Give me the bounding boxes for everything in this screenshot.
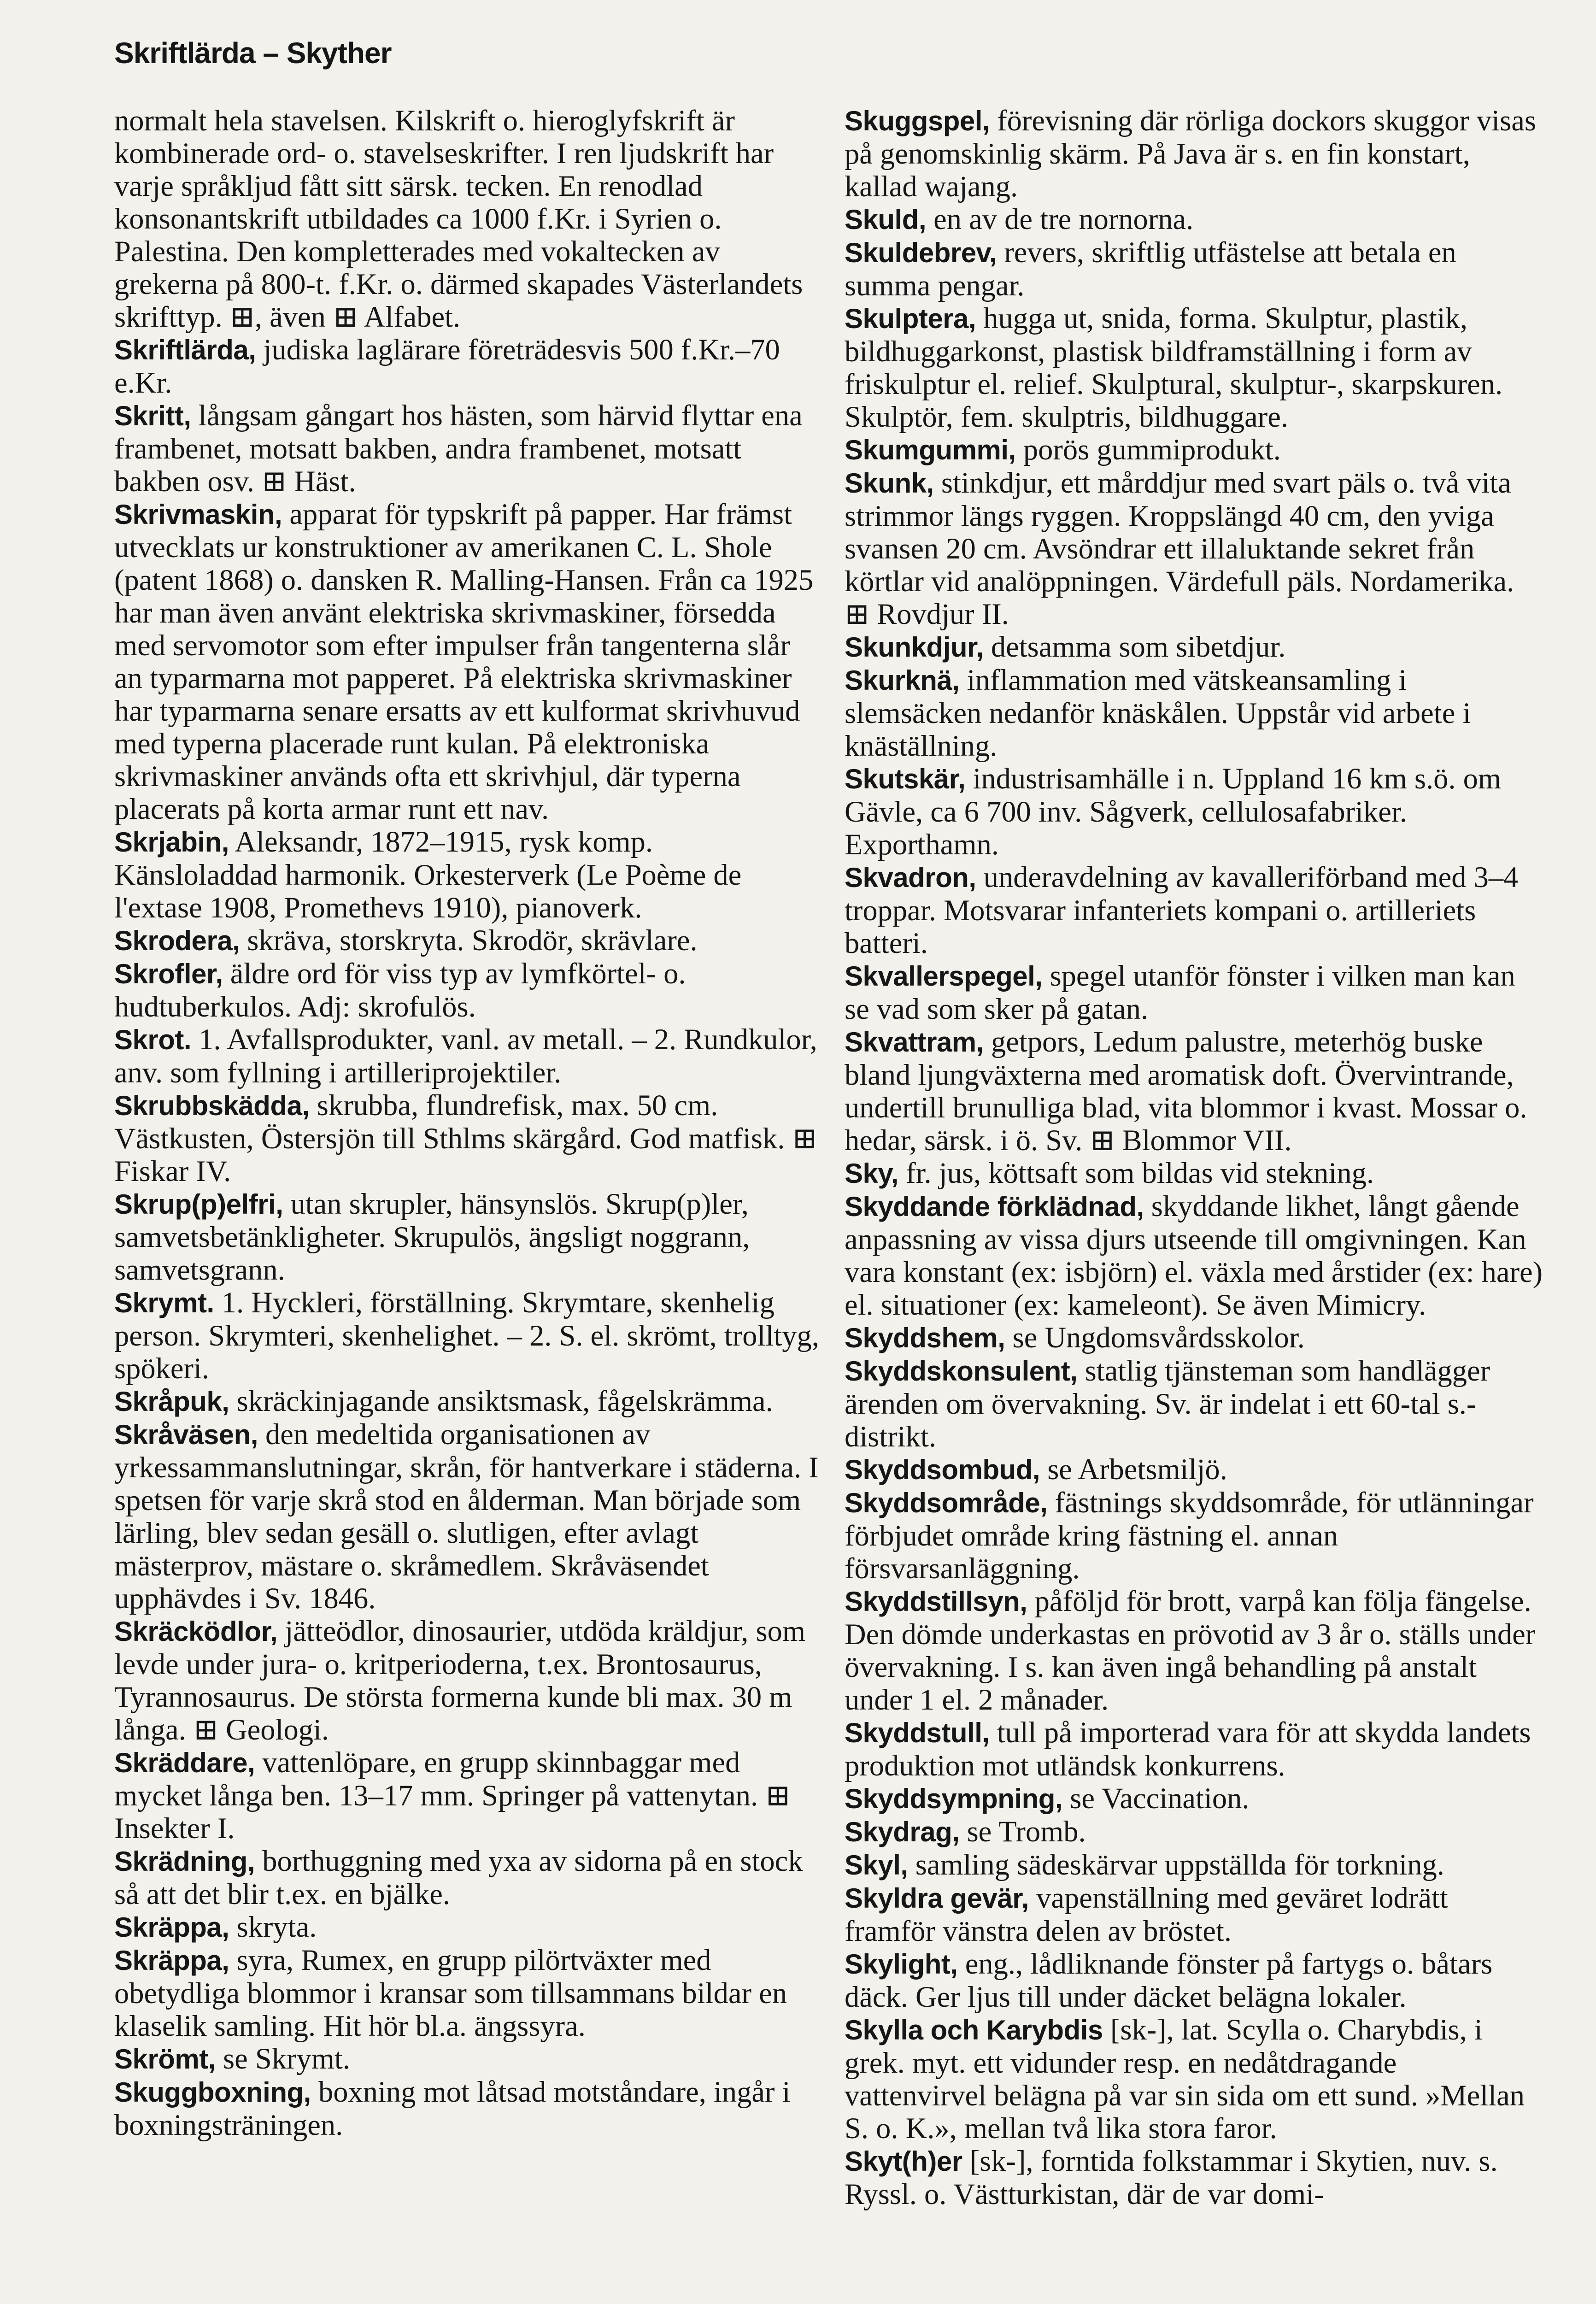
entry-definition: statlig tjänsteman som handlägger ärenden om övervakning. Sv. är indelat i ett 60-tal s.-distrikt. xyxy=(845,1354,1490,1453)
dictionary-entry xyxy=(114,1187,819,1286)
entry-definition: syra, Rumex, en grupp pilörtväxter med obetydliga blommor i kransar som tillsammans bildar en klaselik samling. Hit hör bl.a. ängssyra. xyxy=(114,1944,787,2042)
entry-headword: Skyt(h)er xyxy=(845,2146,962,2177)
dictionary-entry xyxy=(845,236,1545,302)
entry-definition: se Arbetsmiljö. xyxy=(1040,1453,1227,1486)
dictionary-entry xyxy=(845,1815,1545,1848)
entry-definition: se Skrymt. xyxy=(215,2042,350,2075)
entry-headword: Skrofler, xyxy=(114,958,223,989)
entry-headword: Skrymt. xyxy=(114,1287,214,1318)
dictionary-entry xyxy=(845,630,1545,664)
entry-definition: revers, skriftlig utfästelse att betala en summa pengar. xyxy=(845,236,1456,302)
entry-headword: Skunkdjur, xyxy=(845,632,984,663)
entry-headword: Skyddskonsulent, xyxy=(845,1356,1078,1387)
entry-headword: Skyddsombud, xyxy=(845,1454,1040,1485)
entry-headword: Skunk, xyxy=(845,468,934,499)
entry-definition: den medeltida organisationen av yrkessammanslutningar, skrån, för hantverkare i städerna. I spetsen för varje skrå stod en ålderman. Man började som lärling, blev sedan gesäll o. slutligen, efter avlagt mästerprov, mästare o. skråmedlem. Skråväsendet upphävdes i Sv. 1846. xyxy=(114,1418,819,1615)
entry-definition: skrubba, flundrefisk, max. 50 cm. Västkusten, Östersjön till Sthlms skärgård. God matfisk. ⊞ Fiskar IV. xyxy=(114,1089,817,1187)
entry-definition: getpors, Ledum palustre, meterhög buske bland ljungväxterna med aromatisk doft. Övervintrande, undertill brunulliga blad, vita blommor i kvast. Mossar o. hedar, särsk. i ö. Sv. ⊞ Blommor VII. xyxy=(845,1025,1527,1157)
entry-definition: spegel utanför fönster i vilken man kan se vad som sker på gatan. xyxy=(845,959,1515,1025)
entry-headword: Skvattram, xyxy=(845,1027,984,1058)
entry-headword: Skrädning, xyxy=(114,1846,255,1877)
entry-definition: judiska laglärare företrädesvis 500 f.Kr.–70 e.Kr. xyxy=(114,333,780,399)
entry-headword: Skyddsområde, xyxy=(845,1487,1048,1518)
entry-headword: Skyl, xyxy=(845,1850,908,1881)
dictionary-entry xyxy=(845,1321,1545,1354)
dictionary-entry xyxy=(845,762,1545,861)
dictionary-entry xyxy=(114,104,819,333)
dictionary-entry xyxy=(114,1910,819,1944)
entry-definition: industrisamhälle i n. Uppland 16 km s.ö. om Gävle, ca 6 700 inv. Sågverk, cellulosafabriker. Exporthamn. xyxy=(845,762,1502,861)
entry-definition: samling sädeskärvar uppställda för torkning. xyxy=(908,1848,1444,1881)
entry-definition: porös gummiprodukt. xyxy=(1015,433,1281,466)
entry-definition: normalt hela stavelsen. Kilskrift o. hieroglyfskrift är kombinerade ord- o. stavelseskrifter. I ren ljudskrift har varje språkljud fått sitt särsk. tecken. En renodlad konsonantskrift utbildades ca 1000 f.Kr. i Syrien o. Palestina. Den kompletterades med vokaltecken av grekerna på 800-t. f.Kr. o. därmed skapades Västerlandets skrifttyp. ⊞, även ⊞ Alfabet. xyxy=(114,104,803,333)
entry-definition: se Vaccination. xyxy=(1062,1782,1250,1815)
dictionary-entry xyxy=(845,104,1545,203)
entry-headword: Skräppa, xyxy=(114,1912,229,1943)
dictionary-entry xyxy=(845,1354,1545,1453)
dictionary-entry xyxy=(114,1615,819,1746)
entry-headword: Skumgummi, xyxy=(845,435,1016,465)
dictionary-entry xyxy=(845,1025,1545,1157)
entry-definition: vattenlöpare, en grupp skinnbaggar med mycket långa ben. 13–17 mm. Springer på vattenytan. ⊞ Insekter I. xyxy=(114,1746,791,1845)
right-column xyxy=(845,104,1545,2210)
entry-definition: skyddande likhet, långt gående anpassning av vissa djurs utseende till omgivningen. Kan vara konstant (ex: isbjörn) el. växla med årstider (ex: hare) el. situationer (ex: kameleont). Se även Mimicry. xyxy=(845,1190,1543,1321)
entry-definition: 1. Hyckleri, förställning. Skrymtare, skenhelig person. Skrymteri, skenhelighet. – 2. S. el. skrömt, trolltyg, spökeri. xyxy=(114,1286,819,1385)
entry-headword: Skriftlärda, xyxy=(114,335,256,365)
entry-headword: Skuld, xyxy=(845,204,927,235)
entry-definition: vapenställning med geväret lodrätt framför vänstra delen av bröstet. xyxy=(845,1881,1448,1947)
entry-definition: långsam gångart hos hästen, som härvid flyttar ena frambenet, motsatt bakben, andra frambenet, motsatt bakben osv. ⊞ Häst. xyxy=(114,399,803,498)
entry-definition: inflammation med vätskeansamling i slemsäcken nedanför knäskålen. Uppstår vid arbete i knäställning. xyxy=(845,664,1471,762)
entry-definition: skräva, storskryta. Skrodör, skrävlare. xyxy=(240,924,698,957)
entry-headword: Skräcködlor, xyxy=(114,1616,278,1647)
entry-definition: detsamma som sibetdjur. xyxy=(983,630,1286,663)
dictionary-entry xyxy=(845,203,1545,236)
entry-definition: fästnings skyddsområde, för utlänningar förbjudet område kring fästning el. annan försvarsanläggning. xyxy=(845,1486,1534,1585)
entry-headword: Skyddande förklädnad, xyxy=(845,1191,1144,1222)
entry-definition: [sk-], forntida folkstammar i Skytien, nuv. s. Ryssl. o. Västturkistan, där de var domi- xyxy=(845,2145,1498,2210)
entry-headword: Skurknä, xyxy=(845,665,960,696)
dictionary-entry xyxy=(845,1881,1545,1947)
dictionary-entry xyxy=(114,333,819,399)
entry-headword: Skvadron, xyxy=(845,862,976,893)
entry-definition: se Tromb. xyxy=(959,1815,1086,1848)
entry-definition: skryta. xyxy=(229,1910,317,1943)
entry-definition: tull på importerad vara för att skydda landets produktion mot utländsk konkurrens. xyxy=(845,1716,1531,1782)
entry-headword: Sky, xyxy=(845,1158,898,1189)
entry-headword: Skuldebrev, xyxy=(845,237,997,268)
entry-headword: Skutskär, xyxy=(845,764,966,794)
dictionary-entry xyxy=(845,1947,1545,2013)
entry-headword: Skyddshem, xyxy=(845,1322,1005,1353)
entry-headword: Skrivmaskin, xyxy=(114,499,282,530)
entry-headword: Skvallerspegel, xyxy=(845,961,1043,992)
dictionary-entry xyxy=(845,433,1545,466)
entry-definition: boxning mot låtsad motståndare, ingår i boxningsträningen. xyxy=(114,2075,791,2141)
entry-headword: Skrömt, xyxy=(114,2044,216,2075)
entry-headword: Skyddstull, xyxy=(845,1717,990,1748)
entry-definition: utan skrupler, hänsynslös. Skrup(p)ler, samvetsbetänkligheter. Skrupulös, ängsligt noggrann, samvetsgrann. xyxy=(114,1187,750,1286)
dictionary-entry xyxy=(114,1418,819,1615)
entry-definition: eng., lådliknande fönster på fartygs o. båtars däck. Ger ljus till under däcket belägna lokaler. xyxy=(845,1947,1493,2013)
entry-headword: Skuggboxning, xyxy=(114,2077,311,2108)
entry-definition: skräckinjagande ansiktsmask, fågelskrämma. xyxy=(229,1385,773,1417)
dictionary-entry xyxy=(114,498,819,825)
dictionary-entry xyxy=(845,2013,1545,2145)
entry-definition: förevisning där rörliga dockors skuggor visas på genomskinlig skärm. På Java är s. en fin konstart, kallad wajang. xyxy=(845,104,1536,203)
dictionary-entry xyxy=(845,1486,1545,1585)
entry-headword: Skylla och Karybdis xyxy=(845,2015,1103,2045)
dictionary-entry xyxy=(114,1286,819,1385)
dictionary-entry xyxy=(845,302,1545,433)
left-column xyxy=(114,104,819,2141)
dictionary-entry xyxy=(845,1716,1545,1782)
entry-definition: stinkdjur, ett mårddjur med svart päls o. två vita strimmor längs ryggen. Kroppslängd 40 cm, den yviga svansen 20 cm. Avsöndrar ett illaluktande sekret från körtlar vid analöppningen. Värdefull päls. Nordamerika. ⊞ Rovdjur II. xyxy=(845,466,1514,630)
entry-headword: Skrjabin, xyxy=(114,827,229,858)
entry-definition: jätteödlor, dinosaurier, utdöda kräldjur, som levde under jura- o. kritperioderna, t.ex. Brontosaurus, Tyrannosaurus. De största formerna kunde bli max. 30 m långa. ⊞ Geologi. xyxy=(114,1615,806,1746)
entry-definition: 1. Avfallsprodukter, vanl. av metall. – 2. Rundkulor, anv. som fyllning i artilleriprojektiler. xyxy=(114,1023,817,1089)
dictionary-entry xyxy=(845,1190,1545,1321)
dictionary-entry xyxy=(114,924,819,957)
entry-definition: Aleksandr, 1872–1915, rysk komp. Känsloladdad harmonik. Orkesterverk (Le Poème de l'extase 1908, Promethevs 1910), pianoverk. xyxy=(114,825,742,924)
entry-headword: Skrubbskädda, xyxy=(114,1090,310,1121)
dictionary-entry xyxy=(845,1782,1545,1815)
dictionary-entry xyxy=(114,1845,819,1910)
entry-headword: Skritt, xyxy=(114,400,191,431)
entry-definition: fr. jus, köttsaft som bildas vid stekning. xyxy=(898,1157,1374,1189)
dictionary-entry xyxy=(845,466,1545,630)
dictionary-entry xyxy=(845,861,1545,959)
entry-headword: Skrot. xyxy=(114,1024,192,1055)
entry-definition: borthuggning med yxa av sidorna på en stock så att det blir t.ex. en bjälke. xyxy=(114,1845,803,1910)
dictionary-entry xyxy=(114,399,819,498)
entry-headword: Skylight, xyxy=(845,1949,958,1980)
entry-headword: Skyldra gevär, xyxy=(845,1883,1029,1914)
dictionary-entry xyxy=(114,1746,819,1845)
dictionary-entry xyxy=(114,1089,819,1187)
entry-definition: påföljd för brott, varpå kan följa fängelse. Den dömde underkastas en prövotid av 3 år o. ställs under övervakning. I s. kan även ingå behandling på anstalt under 1 el. 2 månader. xyxy=(845,1585,1536,1716)
entry-headword: Skräppa, xyxy=(114,1945,229,1976)
entry-headword: Skråpuk, xyxy=(114,1386,229,1417)
entry-headword: Skråväsen, xyxy=(114,1419,258,1450)
entry-headword: Skulptera, xyxy=(845,303,976,334)
entry-definition: apparat för typskrift på papper. Har främst utvecklats ur konstruktioner av amerikanen C. L. Shole (patent 1868) o. dansken R. Malling-Hansen. Från ca 1925 har man även använt elektriska skrivmaskiner, försedda med servomotor som efter impulser från tangenterna slår an typarmarna mot papperet. På elektriska skrivmaskiner har typarmarna senare ersatts av ett kulformat skrivhuvud med typerna placerade runt kulan. På elektroniska skrivmaskiner används ofta ett skrivhjul, där typerna placerats på korta armar runt ett nav. xyxy=(114,498,814,825)
dictionary-entry xyxy=(845,959,1545,1025)
dictionary-entry xyxy=(114,2075,819,2141)
entry-definition: [sk-], lat. Scylla o. Charybdis, i grek. myt. ett vidunder resp. en nedåtdragande vattenvirvel belägna på var sin sida om ett sund. »Mellan S. o. K.», mellan två lika stora faror. xyxy=(845,2013,1525,2145)
dictionary-entry xyxy=(845,664,1545,762)
entry-definition: hugga ut, snida, forma. Skulptur, plastik, bildhuggarkonst, plastisk bildframställning i form av friskulptur el. relief. Skulptural, skulptur-, skarpskuren. Skulptör, fem. skulptris, bildhuggare. xyxy=(845,302,1503,433)
dictionary-entry xyxy=(114,1944,819,2042)
dictionary-entry xyxy=(845,1453,1545,1486)
entry-headword: Skrodera, xyxy=(114,925,240,956)
dictionary-entry xyxy=(845,1585,1545,1716)
dictionary-entry xyxy=(114,957,819,1023)
running-head: Skriftlärda – Skyther xyxy=(114,36,392,70)
dictionary-entry xyxy=(114,825,819,924)
dictionary-entry xyxy=(845,1157,1545,1190)
entry-headword: Skyddsympning, xyxy=(845,1783,1063,1814)
dictionary-entry xyxy=(114,1023,819,1089)
entry-headword: Skyddstillsyn, xyxy=(845,1586,1027,1617)
entry-headword: Skräddare, xyxy=(114,1747,255,1778)
dictionary-entry xyxy=(114,1385,819,1418)
entry-definition: se Ungdomsvårdsskolor. xyxy=(1005,1321,1305,1354)
entry-definition: en av de tre nornorna. xyxy=(926,203,1194,235)
dictionary-entry xyxy=(114,2042,819,2075)
entry-headword: Skuggspel, xyxy=(845,106,990,136)
entry-definition: äldre ord för viss typ av lymfkörtel- o. hudtuberkulos. Adj: skrofulös. xyxy=(114,957,686,1023)
dictionary-entry xyxy=(845,2145,1545,2210)
entry-headword: Skrup(p)elfri, xyxy=(114,1189,283,1220)
entry-headword: Skydrag, xyxy=(845,1816,960,1847)
dictionary-entry xyxy=(845,1848,1545,1881)
entry-definition: underavdelning av kavalleriförband med 3–4 troppar. Motsvarar infanteriets kompani o. artilleriets batteri. xyxy=(845,861,1519,959)
